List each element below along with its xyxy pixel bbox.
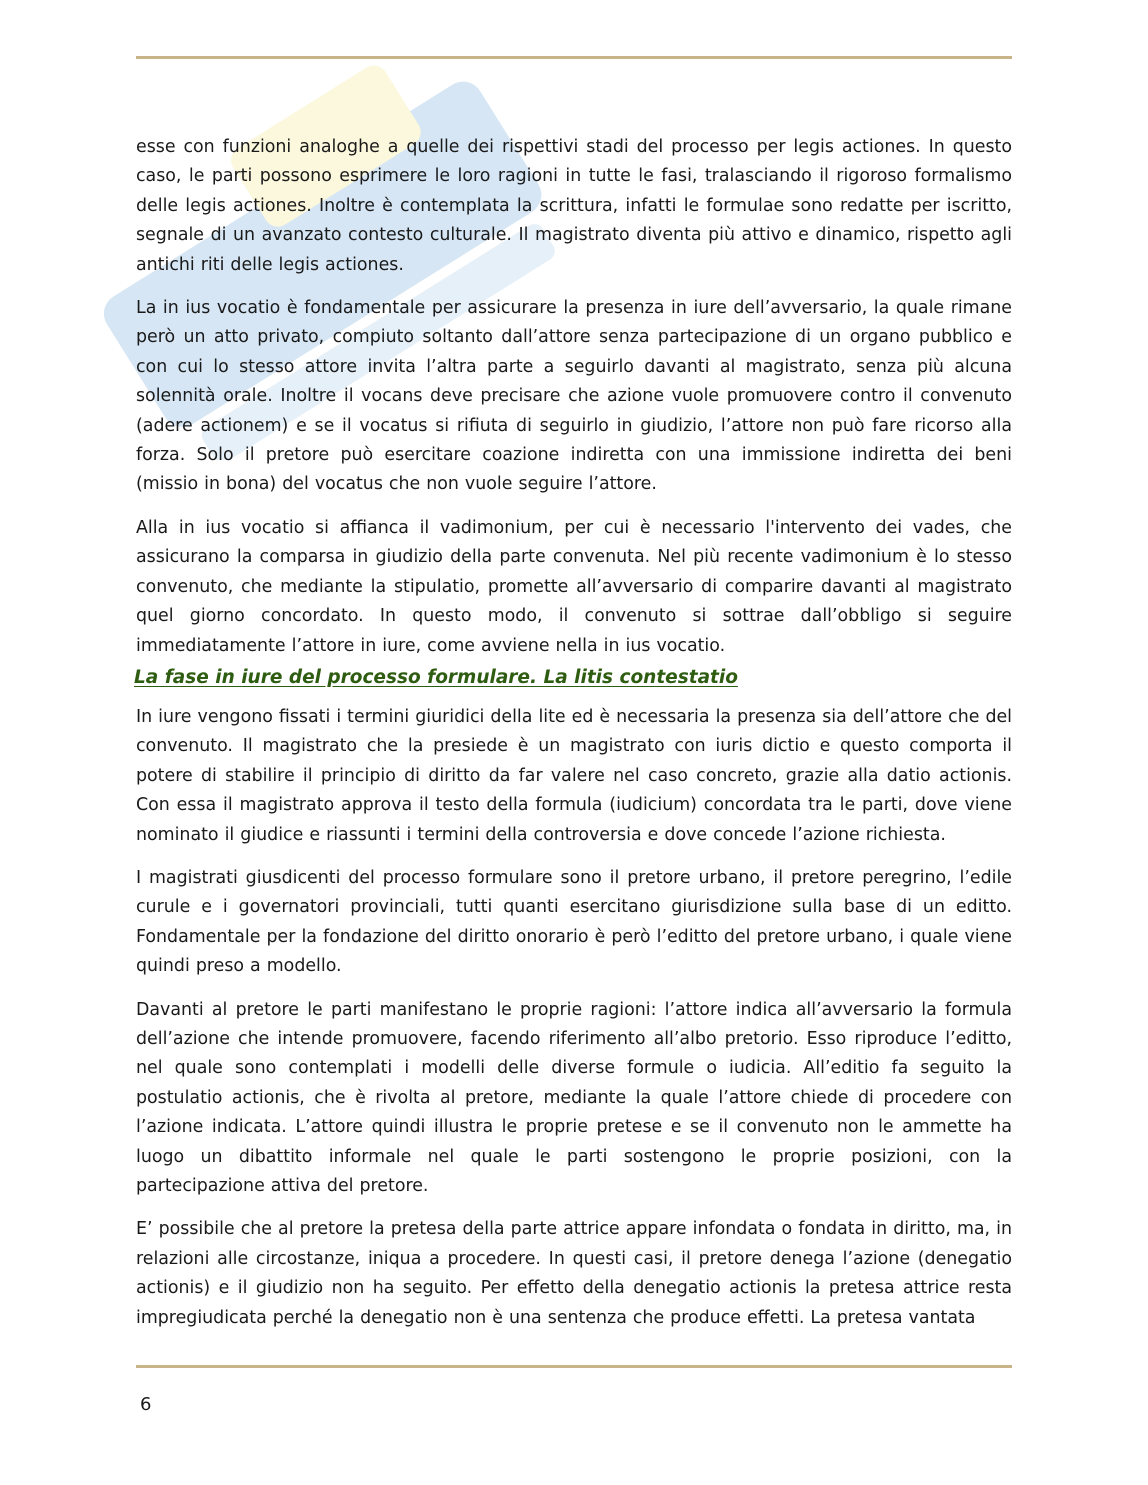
paragraph: La in ius vocatio è fondamentale per assicurare la presenza in iure dell’avversario, la quale rimane però un atto privato, compiuto soltanto dall’attore senza partecipazione di un organo pubblico e con cui lo stesso attore invita l’altra parte a seguirlo davanti al magistrato, senza più alcuna solennità orale. Inoltre il vocans deve precisare che azione vuole promuovere contro il convenuto (adere actionem) e se il vocatus si rifiuta di seguirlo in giudizio, l’attore non può fare ricorso alla forza. Solo il pretore può esercitare coazione indiretta con una immissione indiretta dei beni (missio in bona) del vocatus che non vuole seguire l’attore.: [136, 298, 1012, 495]
paragraph: esse con funzioni analoghe a quelle dei rispettivi stadi del processo per legis actiones. In questo caso, le parti possono esprimere le loro ragioni in tutte le fasi, tralasciando il rigoroso formalismo delle legis actiones. Inoltre è contemplata la scrittura, infatti le formulae sono redatte per iscritto, segnale di un avanzato contesto culturale. Il magistrato diventa più attivo e dinamico, rispetto agli antichi riti delle legis actiones.: [136, 137, 1012, 275]
section-heading: La fase in iure del processo formulare. La litis contestatio: [134, 666, 738, 688]
footer-rule: [136, 1365, 1012, 1368]
paragraph: Davanti al pretore le parti manifestano le proprie ragioni: l’attore indica all’avversario la formula dell’azione che intende promuovere, facendo riferimento all’albo pretorio. Esso riproduce l’editto, nel quale sono contemplati i modelli delle diverse formule o iudicia. All’editio fa seguito la postulatio actionis, che è rivolta al pretore, mediante la quale l’attore chiede di procedere con l’azione indicata. L’attore quindi illustra le proprie pretese e se il convenuto non le ammette ha luogo un dibattito informale nel quale le parti sostengono le proprie posizioni, con la partecipazione attiva del pretore.: [136, 999, 1012, 1196]
paragraph: I magistrati giusdicenti del processo formulare sono il pretore urbano, il pretore peregrino, l’edile curule e i governatori provinciali, tutti quanti esercitano giurisdizione sulla base di un editto. Fondamentale per la fondazione del diritto onorario è però l’editto del pretore urbano, i quale viene quindi preso a modello.: [136, 867, 1012, 977]
paragraph: Alla in ius vocatio si affianca il vadimonium, per cui è necessario l'intervento dei vades, che assicurano la comparsa in giudizio della parte convenuta. Nel più recente vadimonium è lo stesso convenuto, che mediante la stipulatio, promette all’avversario di comparire davanti al magistrato quel giorno concordato. In questo modo, il convenuto si sottrae dall’obbligo si seguire immediatamente l’attore in iure, come avviene nella in ius vocatio.: [136, 517, 1012, 656]
paragraph: E’ possibile che al pretore la pretesa della parte attrice appare infondata o fondata in diritto, ma, in relazioni alle circostanze, iniqua a procedere. In questi casi, il pretore denega l’azione (denegatio actionis) e il giudizio non ha seguito. Per effetto della denegatio actionis la pretesa attrice resta impregiudicata perché la denegatio non è una sentenza che produce effetti. La pretesa vantata: [136, 1219, 1012, 1328]
page-number: 6: [140, 1394, 152, 1415]
document-body: [136, 133, 1012, 1347]
paragraph: In iure vengono fissati i termini giuridici della lite ed è necessaria la presenza sia dell’attore che del convenuto. Il magistrato che la presiede è un magistrato con iuris dictio e questo comporta il potere di stabilire il principio di diritto da far valere nel caso concreto, grazie alla datio actionis. Con essa il magistrato approva il testo della formula (iudicium) concordata tra le parti, dove viene nominato il giudice e riassunti i termini della controversia e dove concede l’azione richiesta.: [136, 706, 1013, 845]
header-rule: [136, 56, 1012, 59]
